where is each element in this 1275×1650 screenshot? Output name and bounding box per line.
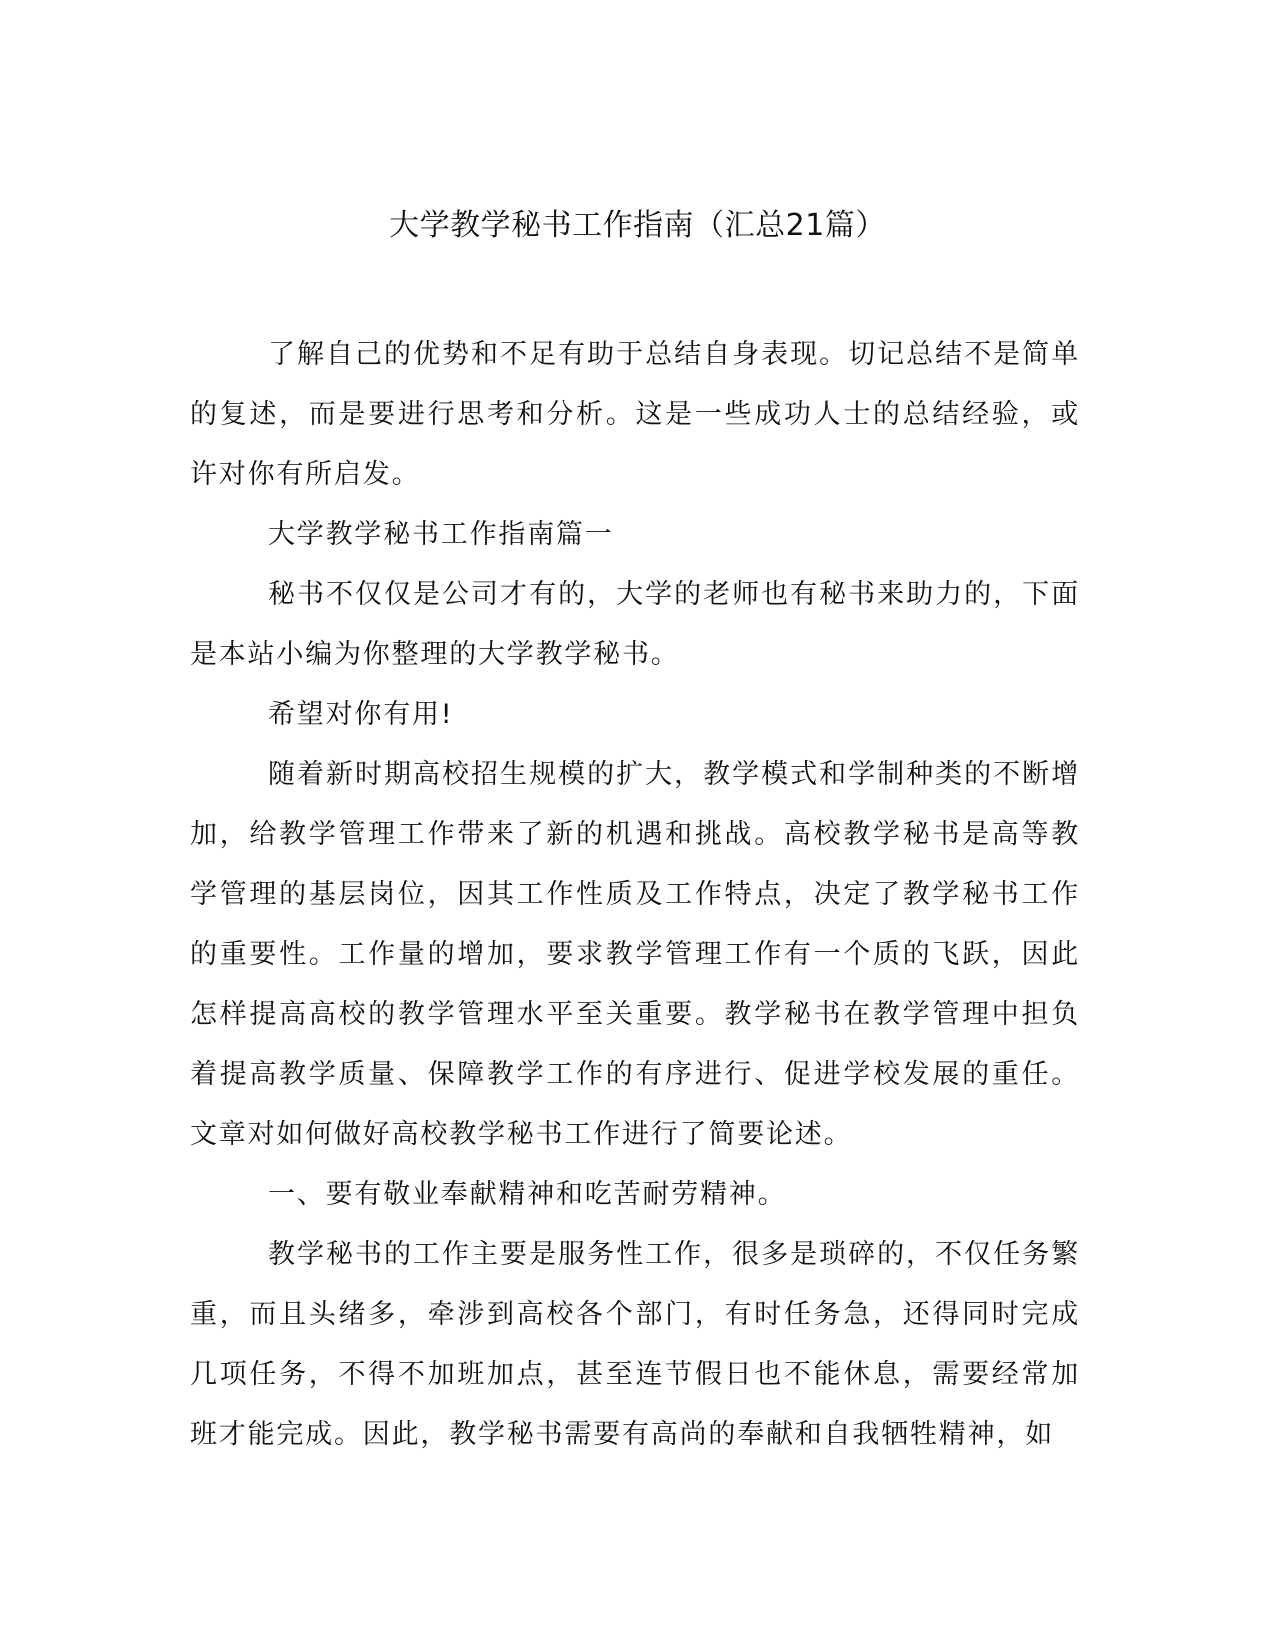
subheading-dedication: 一、要有敬业奉献精神和吃苦耐劳精神。: [268, 1179, 787, 1210]
document-title: 大学教学秘书工作指南（汇总21篇）: [389, 208, 886, 243]
paragraph: 希望对你有用!: [268, 699, 454, 730]
document-body: [190, 325, 1080, 1465]
paragraph: 教学秘书的工作主要是服务性工作，很多是琐碎的，不仅任务繁重，而且头绪多，牵涉到高校各个部门，有时任务急，还得同时完成几项任务，不得不加班加点，甚至连节假日也不能休息，需要经常加班才能完成。因此，教学秘书需要有高尚的奉献和自我牺牲精神，如: [190, 1239, 1080, 1450]
paragraph: 随着新时期高校招生规模的扩大，教学模式和学制种类的不断增加，给教学管理工作带来了新的机遇和挑战。高校教学秘书是高等教学管理的基层岗位，因其工作性质及工作特点，决定了教学秘书工作的重要性。工作量的增加，要求教学管理工作有一个质的飞跃，因此怎样提高高校的教学管理水平至关重要。教学秘书在教学管理中担负着提高教学质量、保障教学工作的有序进行、促进学校发展的重任。文章对如何做好高校教学秘书工作进行了简要论述。: [190, 759, 1080, 1150]
paragraph: 秘书不仅仅是公司才有的，大学的老师也有秘书来助力的，下面是本站小编为你整理的大学教学秘书。: [190, 579, 1080, 670]
paragraph-intro: 了解自己的优势和不足有助于总结自身表现。切记总结不是简单的复述，而是要进行思考和分析。这是一些成功人士的总结经验，或许对你有所启发。: [190, 339, 1080, 490]
section-heading-part-one: 大学教学秘书工作指南篇一: [268, 519, 614, 550]
